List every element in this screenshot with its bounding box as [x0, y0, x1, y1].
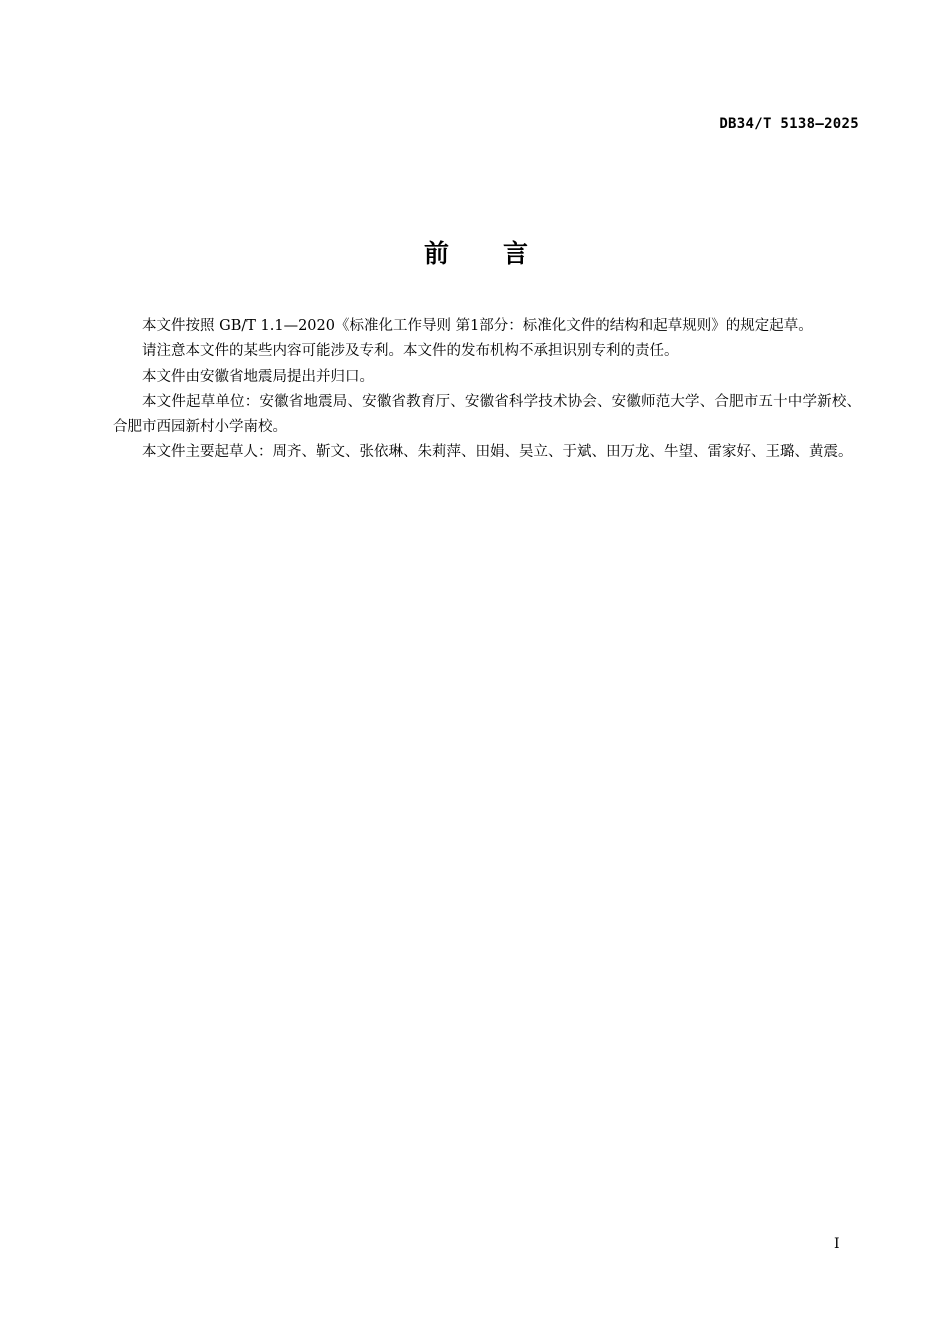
paragraph-drafting-rules: 本文件按照 GB/T 1.1—2020《标准化工作导则 第1部分：标准化文件的结构和起草规则》的规定起草。 — [142, 318, 813, 334]
section-title: 前言 — [423, 239, 582, 268]
page-number: I — [834, 1236, 840, 1252]
paragraph-drafters: 本文件主要起草人：周齐、靳文、张依琳、朱莉萍、田娟、吴立、于斌、田万龙、牛望、雷家好、王璐、黄震。 — [142, 444, 853, 461]
document-code: DB34/T 5138—2025 — [719, 116, 859, 132]
paragraph-patent-notice: 请注意本文件的某些内容可能涉及专利。本文件的发布机构不承担识别专利的责任。 — [142, 343, 679, 360]
foreword-body — [113, 314, 861, 466]
paragraph-proposer: 本文件由安徽省地震局提出并归口。 — [142, 368, 374, 385]
paragraph-drafting-units: 本文件起草单位：安徽省地震局、安徽省教育厅、安徽省科学技术协会、安徽师范大学、合肥市五十中学新校、合肥市西园新村小学南校。 — [113, 393, 861, 436]
